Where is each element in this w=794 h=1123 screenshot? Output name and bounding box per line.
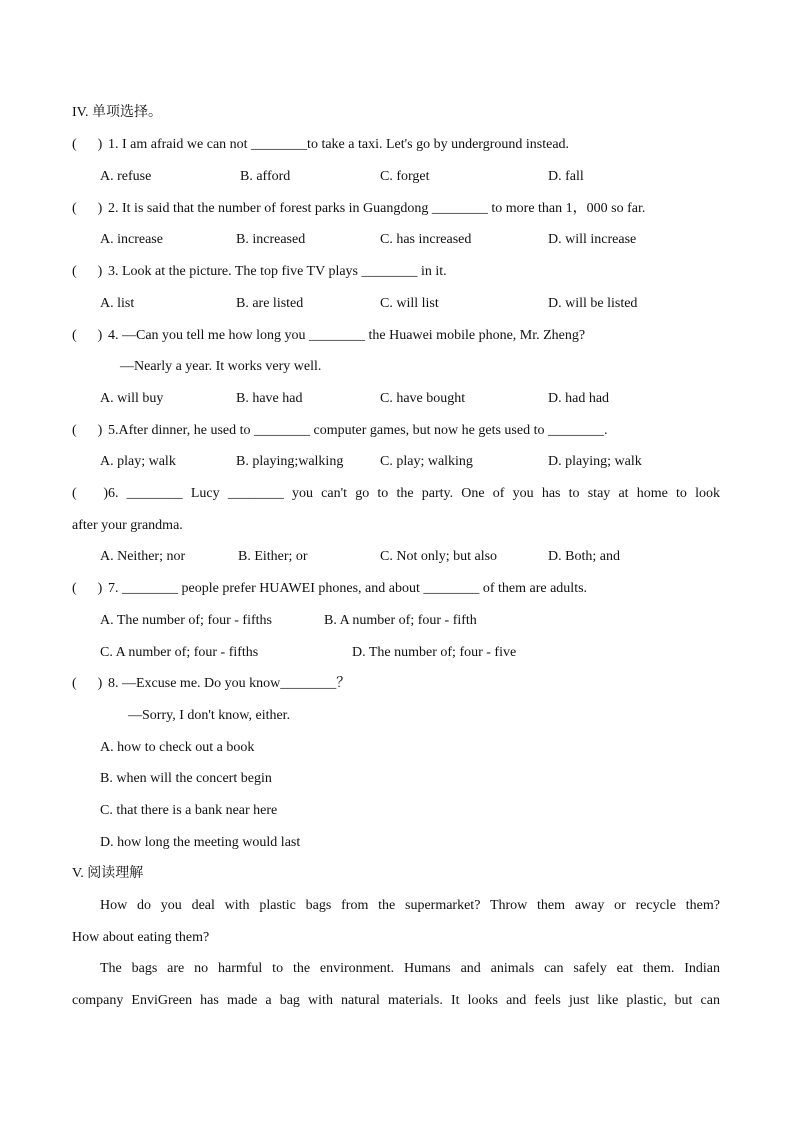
option-d[interactable]: D. how long the meeting would last <box>100 835 301 850</box>
answer-blank[interactable]: ( ) <box>72 328 103 343</box>
question-1 <box>72 136 569 154</box>
option-c[interactable]: C. that there is a bank near here <box>100 803 278 818</box>
option-b[interactable]: B. when will the concert begin <box>100 771 272 786</box>
option-c[interactable]: C. will list <box>380 296 439 311</box>
option-a[interactable]: A. list <box>100 296 135 311</box>
option-a[interactable]: A. refuse <box>100 169 152 184</box>
passage-line: The bags are no harmful to the environment. Humans and animals can safely eat them. Indian <box>100 961 720 976</box>
option-b[interactable]: B. have had <box>236 391 303 406</box>
option-a[interactable]: A. Neither; nor <box>100 549 186 564</box>
option-d[interactable]: D. will increase <box>548 232 637 247</box>
passage-line: company EnviGreen has made a bag with natural materials. It looks and feels just like plastic, but can <box>72 993 720 1008</box>
option-a[interactable]: A. increase <box>100 232 163 247</box>
passage-line: How do you deal with plastic bags from the supermarket? Throw them away or recycle them? <box>100 898 720 913</box>
dialogue-reply: —Sorry, I don't know, either. <box>128 708 291 723</box>
question-6 <box>72 485 720 503</box>
option-d[interactable]: D. fall <box>548 169 584 184</box>
dialogue-reply: —Nearly a year. It works very well. <box>120 359 322 374</box>
answer-blank[interactable]: ( ) <box>72 581 103 596</box>
option-d[interactable]: D. will be listed <box>548 296 638 311</box>
option-b[interactable]: B. afford <box>240 169 291 184</box>
question-8 <box>72 675 350 693</box>
question-continuation: after your grandma. <box>72 518 183 533</box>
answer-blank[interactable]: ( ) <box>72 201 103 216</box>
section-title: IV. 单项选择。 <box>72 105 162 120</box>
option-c[interactable]: C. play; walking <box>380 454 473 469</box>
option-b[interactable]: B. A number of; four - fifth <box>324 613 477 628</box>
question-4 <box>72 327 585 345</box>
option-c[interactable]: C. have bought <box>380 391 466 406</box>
option-d[interactable]: D. The number of; four - five <box>352 645 517 660</box>
question-2 <box>72 200 645 218</box>
question-3 <box>72 263 447 281</box>
option-b[interactable]: B. increased <box>236 232 306 247</box>
question-text: 6. ________ Lucy ________ you can't go to the party. One of you has to stay at home to look <box>108 486 720 501</box>
option-c[interactable]: C. A number of; four - fifths <box>100 645 259 660</box>
option-d[interactable]: D. Both; and <box>548 549 620 564</box>
option-a[interactable]: A. The number of; four - fifths <box>100 613 272 628</box>
option-c[interactable]: C. has increased <box>380 232 472 247</box>
question-7 <box>72 580 587 598</box>
option-d[interactable]: D. playing; walk <box>548 454 642 469</box>
answer-blank[interactable]: ( ) <box>72 264 103 279</box>
option-d[interactable]: D. had had <box>548 391 610 406</box>
answer-blank[interactable]: ( ) <box>72 423 103 438</box>
answer-blank[interactable]: ( ) <box>72 137 103 152</box>
question-text: 1. I am afraid we can not ________to take a taxi. Let's go by underground instead. <box>108 137 570 152</box>
option-b[interactable]: B. playing;walking <box>236 454 344 469</box>
answer-blank[interactable]: ( ) <box>72 486 108 501</box>
question-text: 3. Look at the picture. The top five TV plays ________ in it. <box>108 264 447 279</box>
option-c[interactable]: C. Not only; but also <box>380 549 498 564</box>
option-c[interactable]: C. forget <box>380 169 430 184</box>
passage-line: How about eating them? <box>72 930 210 945</box>
question-text: 8. —Excuse me. Do you know________？ <box>108 676 351 691</box>
question-text: 2. It is said that the number of forest parks in Guangdong ________ to more than 1，000 so far. <box>108 201 646 216</box>
option-a[interactable]: A. how to check out a book <box>100 740 255 755</box>
option-a[interactable]: A. play; walk <box>100 454 176 469</box>
option-b[interactable]: B. Either; or <box>238 549 308 564</box>
question-5 <box>72 422 607 440</box>
question-text: 4. —Can you tell me how long you ________ the Huawei mobile phone, Mr. Zheng? <box>108 328 586 343</box>
option-a[interactable]: A. will buy <box>100 391 164 406</box>
option-b[interactable]: B. are listed <box>236 296 304 311</box>
section-title: V. 阅读理解 <box>72 866 144 881</box>
question-text: 5.After dinner, he used to ________ computer games, but now he gets used to ________. <box>108 423 608 438</box>
answer-blank[interactable]: ( ) <box>72 676 103 691</box>
question-text: 7. ________ people prefer HUAWEI phones, and about ________ of them are adults. <box>108 581 588 596</box>
